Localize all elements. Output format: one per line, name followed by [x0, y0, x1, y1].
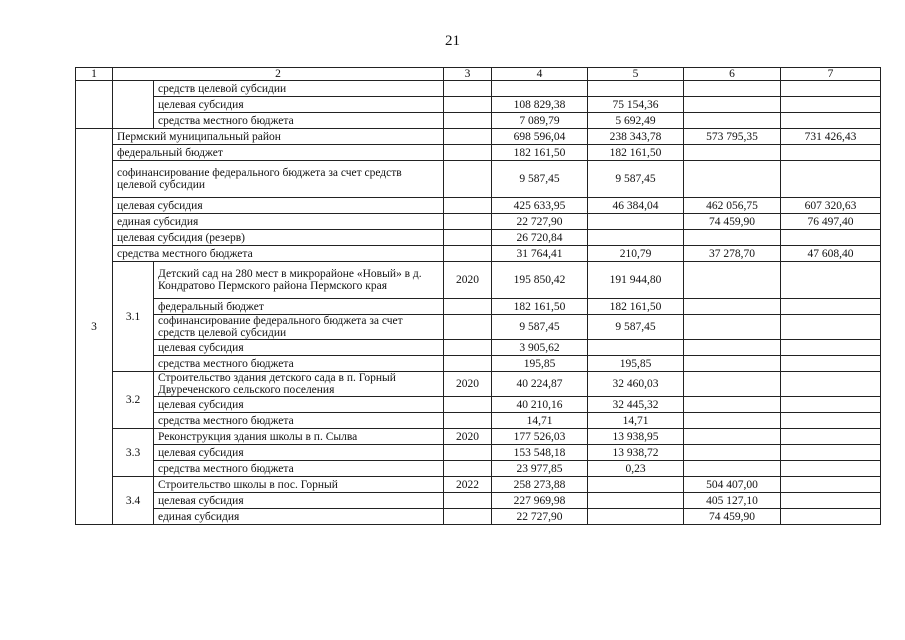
page-number: 21	[445, 33, 460, 49]
value-cell	[684, 445, 781, 461]
row-label: средства местного бюджета	[154, 461, 444, 477]
header-cell: 5	[588, 68, 684, 81]
value-cell: 425 633,95	[492, 198, 588, 214]
table-row	[76, 97, 881, 113]
row-label: софинансирование федерального бюджета за счет средств целевой субсидии	[113, 161, 444, 198]
header-cell: 7	[781, 68, 881, 81]
value-cell	[781, 493, 881, 509]
value-cell	[781, 97, 881, 113]
value-cell	[781, 477, 881, 493]
year-cell	[444, 129, 492, 145]
value-cell	[781, 356, 881, 372]
value-cell: 607 320,63	[781, 198, 881, 214]
table-row	[76, 230, 881, 246]
value-cell	[588, 81, 684, 97]
row-label: средства местного бюджета	[154, 356, 444, 372]
value-cell: 195,85	[492, 356, 588, 372]
value-cell: 74 459,90	[684, 214, 781, 230]
value-cell: 14,71	[588, 413, 684, 429]
value-cell	[684, 161, 781, 198]
table-row	[76, 315, 881, 340]
year-cell: 2020	[444, 372, 492, 397]
value-cell	[781, 372, 881, 397]
row-label: единая субсидия	[154, 509, 444, 525]
value-cell	[781, 113, 881, 129]
row-label: средства местного бюджета	[113, 246, 444, 262]
subsection-number-cell: 3.2	[113, 372, 154, 429]
value-cell	[684, 461, 781, 477]
value-cell	[588, 340, 684, 356]
value-cell	[781, 262, 881, 299]
table-row	[76, 81, 881, 97]
value-cell: 13 938,72	[588, 445, 684, 461]
value-cell: 191 944,80	[588, 262, 684, 299]
value-cell	[781, 445, 881, 461]
value-cell	[588, 230, 684, 246]
row-label: целевая субсидия (резерв)	[113, 230, 444, 246]
header-cell: 6	[684, 68, 781, 81]
value-cell	[781, 299, 881, 315]
table-row	[76, 246, 881, 262]
value-cell	[781, 81, 881, 97]
year-cell	[444, 356, 492, 372]
value-cell: 23 977,85	[492, 461, 588, 477]
value-cell: 37 278,70	[684, 246, 781, 262]
header-cell: 4	[492, 68, 588, 81]
value-cell: 40 224,87	[492, 372, 588, 397]
value-cell: 504 407,00	[684, 477, 781, 493]
table-row	[76, 509, 881, 525]
value-cell: 47 608,40	[781, 246, 881, 262]
value-cell: 13 938,95	[588, 429, 684, 445]
row-label: средства местного бюджета	[154, 413, 444, 429]
value-cell	[684, 262, 781, 299]
row-label: целевая субсидия	[154, 445, 444, 461]
table-row	[76, 372, 881, 397]
row-label: единая субсидия	[113, 214, 444, 230]
value-cell: 74 459,90	[684, 509, 781, 525]
header-cell: 3	[444, 68, 492, 81]
section-number-cell: 3	[76, 129, 113, 525]
value-cell	[588, 477, 684, 493]
value-cell: 31 764,41	[492, 246, 588, 262]
row-label: целевая субсидия	[154, 397, 444, 413]
subsection-number-cell	[113, 81, 154, 129]
value-cell: 40 210,16	[492, 397, 588, 413]
value-cell	[684, 315, 781, 340]
value-cell	[684, 340, 781, 356]
value-cell: 7 089,79	[492, 113, 588, 129]
value-cell: 195,85	[588, 356, 684, 372]
value-cell: 32 460,03	[588, 372, 684, 397]
year-cell: 2020	[444, 429, 492, 445]
value-cell: 75 154,36	[588, 97, 684, 113]
subsection-number-cell: 3.1	[113, 262, 154, 372]
value-cell	[781, 161, 881, 198]
year-cell	[444, 198, 492, 214]
header-cell: 2	[113, 68, 444, 81]
year-cell	[444, 493, 492, 509]
value-cell	[588, 493, 684, 509]
value-cell: 238 343,78	[588, 129, 684, 145]
table-row	[76, 413, 881, 429]
row-label: целевая субсидия	[113, 198, 444, 214]
row-label: софинансирование федерального бюджета за счет средств целевой субсидии	[154, 315, 444, 340]
subsection-number-cell: 3.4	[113, 477, 154, 525]
row-label: Строительство школы в пос. Горный	[154, 477, 444, 493]
value-cell	[684, 356, 781, 372]
year-cell	[444, 145, 492, 161]
value-cell	[684, 97, 781, 113]
value-cell: 76 497,40	[781, 214, 881, 230]
value-cell: 9 587,45	[588, 161, 684, 198]
year-cell	[444, 230, 492, 246]
value-cell	[781, 230, 881, 246]
subsection-number-cell: 3.3	[113, 429, 154, 477]
value-cell: 405 127,10	[684, 493, 781, 509]
year-cell: 2020	[444, 262, 492, 299]
value-cell: 153 548,18	[492, 445, 588, 461]
value-cell: 698 596,04	[492, 129, 588, 145]
value-cell	[684, 113, 781, 129]
year-cell	[444, 299, 492, 315]
value-cell	[781, 509, 881, 525]
table-row	[76, 445, 881, 461]
value-cell	[588, 214, 684, 230]
value-cell: 5 692,49	[588, 113, 684, 129]
value-cell	[684, 429, 781, 445]
table-row	[76, 429, 881, 445]
row-label: целевая субсидия	[154, 97, 444, 113]
value-cell	[684, 230, 781, 246]
value-cell: 462 056,75	[684, 198, 781, 214]
value-cell: 22 727,90	[492, 214, 588, 230]
value-cell: 210,79	[588, 246, 684, 262]
value-cell: 182 161,50	[588, 299, 684, 315]
value-cell: 182 161,50	[492, 145, 588, 161]
table-row	[76, 299, 881, 315]
table-row	[76, 145, 881, 161]
row-label: федеральный бюджет	[154, 299, 444, 315]
value-cell	[781, 413, 881, 429]
value-cell	[684, 145, 781, 161]
value-cell: 227 969,98	[492, 493, 588, 509]
budget-table	[75, 67, 881, 525]
value-cell	[492, 81, 588, 97]
year-cell	[444, 397, 492, 413]
year-cell	[444, 113, 492, 129]
value-cell	[684, 299, 781, 315]
row-label: средства местного бюджета	[154, 113, 444, 129]
year-cell	[444, 214, 492, 230]
value-cell: 573 795,35	[684, 129, 781, 145]
row-label: средств целевой субсидии	[154, 81, 444, 97]
value-cell: 14,71	[492, 413, 588, 429]
row-label: целевая субсидия	[154, 340, 444, 356]
year-cell: 2022	[444, 477, 492, 493]
value-cell: 3 905,62	[492, 340, 588, 356]
table-row	[76, 161, 881, 198]
row-label: Детский сад на 280 мест в микрорайоне «Новый» в д. Кондратово Пермского района Пермского края	[154, 262, 444, 299]
table-row	[76, 129, 881, 145]
value-cell	[684, 81, 781, 97]
table-row	[76, 198, 881, 214]
value-cell	[684, 413, 781, 429]
table-row	[76, 477, 881, 493]
table-row	[76, 214, 881, 230]
value-cell	[781, 429, 881, 445]
table-row	[76, 397, 881, 413]
table-row	[76, 262, 881, 299]
section-number-cell	[76, 81, 113, 129]
value-cell: 9 587,45	[492, 315, 588, 340]
row-label: Пермский муниципальный район	[113, 129, 444, 145]
table-row	[76, 113, 881, 129]
row-label: Реконструкция здания школы в п. Сылва	[154, 429, 444, 445]
year-cell	[444, 161, 492, 198]
year-cell	[444, 413, 492, 429]
value-cell: 32 445,32	[588, 397, 684, 413]
table-row	[76, 461, 881, 477]
value-cell: 108 829,38	[492, 97, 588, 113]
value-cell: 22 727,90	[492, 509, 588, 525]
header-cell: 1	[76, 68, 113, 81]
value-cell	[781, 340, 881, 356]
value-cell	[684, 397, 781, 413]
year-cell	[444, 246, 492, 262]
value-cell: 46 384,04	[588, 198, 684, 214]
header-row	[76, 68, 881, 81]
value-cell	[588, 509, 684, 525]
value-cell: 26 720,84	[492, 230, 588, 246]
value-cell	[781, 461, 881, 477]
value-cell	[781, 315, 881, 340]
value-cell: 731 426,43	[781, 129, 881, 145]
value-cell	[781, 397, 881, 413]
value-cell: 258 273,88	[492, 477, 588, 493]
row-label: Строительство здания детского сада в п. Горный Двуреченского сельского поселения	[154, 372, 444, 397]
year-cell	[444, 461, 492, 477]
value-cell: 195 850,42	[492, 262, 588, 299]
year-cell	[444, 340, 492, 356]
value-cell: 0,23	[588, 461, 684, 477]
row-label: целевая субсидия	[154, 493, 444, 509]
year-cell	[444, 315, 492, 340]
year-cell	[444, 509, 492, 525]
value-cell: 9 587,45	[588, 315, 684, 340]
value-cell: 177 526,03	[492, 429, 588, 445]
value-cell	[684, 372, 781, 397]
year-cell	[444, 81, 492, 97]
value-cell: 182 161,50	[588, 145, 684, 161]
year-cell	[444, 445, 492, 461]
table-row	[76, 356, 881, 372]
value-cell: 182 161,50	[492, 299, 588, 315]
value-cell	[781, 145, 881, 161]
row-label: федеральный бюджет	[113, 145, 444, 161]
value-cell: 9 587,45	[492, 161, 588, 198]
year-cell	[444, 97, 492, 113]
table-row	[76, 340, 881, 356]
table-row	[76, 493, 881, 509]
